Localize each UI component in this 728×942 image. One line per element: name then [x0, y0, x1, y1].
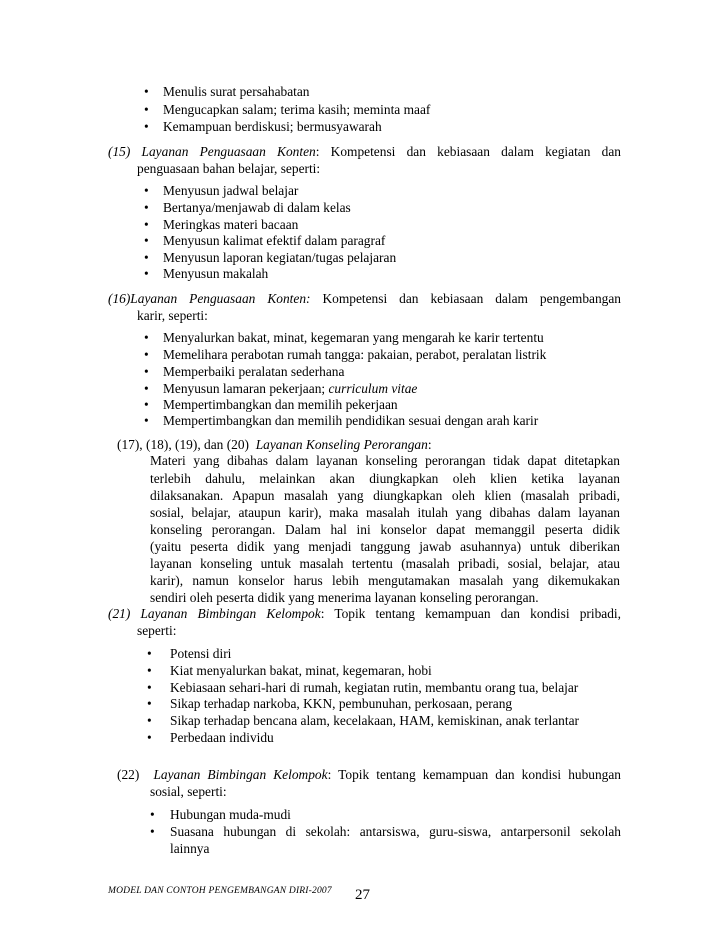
bullet-icon: • — [144, 217, 149, 232]
bullet-icon: • — [144, 233, 149, 248]
bullet-icon: • — [147, 646, 152, 661]
list-item: Sikap terhadap bencana alam, kecelakaan, HAM, kemiskinan, anak terlantar — [170, 713, 579, 728]
list-item: Kebiasaan sehari-hari di rumah, kegiatan rutin, membantu orang tua, belajar — [170, 680, 579, 695]
list-item: Menyusun kalimat efektif dalam paragraf — [163, 233, 386, 248]
section-22-title: Layanan Bimbingan Kelompok — [153, 767, 328, 782]
section-21-colon: : — [320, 606, 325, 621]
bullet-icon: • — [144, 413, 149, 428]
section-17-title: Layanan Konseling Perorangan — [255, 437, 428, 452]
bullet-icon: • — [147, 696, 152, 711]
section-15-heading — [108, 143, 621, 160]
bullet-icon: • — [150, 807, 155, 822]
section-22-text-line2: sosial, seperti: — [150, 784, 227, 799]
section-17-line: layanan konseling untuk masalah tertentu (masalah pribadi, sosial, belajar, atau — [150, 556, 620, 571]
bullet-icon: • — [144, 330, 149, 345]
list-item: Mengucapkan salam; terima kasih; meminta maaf — [163, 102, 431, 117]
section-17-line: konseling perorangan. Dalam hal ini konselor dapat memanggil peserta didik — [150, 522, 620, 537]
bullet-icon: • — [144, 183, 149, 198]
bullet-icon: • — [144, 266, 149, 281]
list-item: Perbedaan individu — [170, 730, 274, 745]
section-17-colon: : — [427, 437, 432, 452]
section-17-line: terlebih dahulu, melainkan akan diungkapkan oleh klien ketika layanan — [150, 471, 620, 486]
section-21-title: Layanan Bimbingan Kelompok — [140, 606, 321, 621]
bullet-icon: • — [147, 680, 152, 695]
bullet-icon: • — [147, 663, 152, 678]
bullet-icon: • — [144, 347, 149, 362]
bullet-icon: • — [147, 730, 152, 745]
bullet-icon: • — [144, 102, 149, 117]
section-22-number: (22) — [117, 767, 140, 782]
list-item: Menulis surat persahabatan — [163, 84, 310, 99]
section-22-heading — [117, 766, 621, 783]
section-21-text: Topik tentang kemampuan dan kondisi pribadi, — [334, 606, 621, 621]
bullet-icon: • — [147, 713, 152, 728]
list-item: Potensi diri — [170, 646, 232, 661]
list-item: Bertanya/menjawab di dalam kelas — [163, 200, 351, 215]
section-17-line: Materi yang dibahas dalam layanan konseling perorangan tidak dapat ditetapkan — [150, 453, 620, 468]
list-item-continuation: lainnya — [170, 841, 210, 856]
section-21-text-line2: seperti: — [137, 623, 177, 638]
section-15-title: Layanan Penguasaan Konten — [141, 144, 316, 159]
list-item: Kemampuan berdiskusi; bermusyawarah — [163, 119, 382, 134]
section-15-text-line2: penguasaan bahan belajar, seperti: — [137, 161, 321, 176]
list-item: Memelihara perabotan rumah tangga: pakaian, perabot, peralatan listrik — [163, 347, 547, 362]
section-15-number: (15) — [108, 144, 131, 159]
section-22-text: Topik tentang kemampuan dan kondisi hubungan — [338, 767, 622, 782]
section-21-heading — [108, 605, 621, 622]
bullet-icon: • — [144, 84, 149, 99]
list-item: Meringkas materi bacaan — [163, 217, 299, 232]
bullet-icon: • — [144, 119, 149, 134]
list-item-text: Menyusun lamaran pekerjaan; — [163, 381, 326, 396]
section-17-line: karir), namun konselor harus lebih mengutamakan masalah yang dikemukakan — [150, 573, 620, 588]
section-21-number: (21) — [108, 606, 131, 621]
section-17-line: (yaitu peserta didik yang menjadi tanggung jawab asuhannya) untuk diberikan — [150, 539, 620, 554]
list-item: Mempertimbangkan dan memilih pekerjaan — [163, 397, 398, 412]
bullet-icon: • — [144, 200, 149, 215]
bullet-icon: • — [150, 824, 155, 839]
list-item: Suasana hubungan di sekolah: antarsiswa, guru-siswa, antarpersonil sekolah — [170, 824, 621, 839]
list-item: Menyusun makalah — [163, 266, 269, 281]
bullet-icon: • — [144, 364, 149, 379]
section-16-text-line2: karir, seperti: — [137, 308, 208, 323]
list-item: Hubungan muda-mudi — [170, 807, 291, 822]
section-16-title: (16)Layanan Penguasaan Konten: — [108, 291, 311, 306]
section-17-number: (17), (18), (19), dan (20) — [117, 437, 250, 452]
bullet-icon: • — [144, 381, 149, 396]
section-15-colon: : — [315, 144, 320, 159]
footer-text: MODEL DAN CONTOH PENGEMBANGAN DIRI-2007 — [108, 886, 332, 896]
section-16-text: Kompetensi dan kebiasaan dalam pengembangan — [322, 291, 621, 306]
section-17-heading — [117, 436, 432, 453]
list-item: Menyalurkan bakat, minat, kegemaran yang mengarah ke karir tertentu — [163, 330, 544, 345]
section-16-heading — [108, 290, 621, 307]
section-17-line: dilaksanakan. Apapun masalah yang diungkapkan oleh klien (masalah pribadi, — [150, 488, 620, 503]
section-22-colon: : — [327, 767, 332, 782]
bullet-icon: • — [144, 397, 149, 412]
list-item: Kiat menyalurkan bakat, minat, kegemaran, hobi — [170, 663, 432, 678]
bullet-icon: • — [144, 250, 149, 265]
list-item-italic: curriculum vitae — [328, 381, 418, 396]
list-item: Sikap terhadap narkoba, KKN, pembunuhan, perkosaan, perang — [170, 696, 513, 711]
section-15-text: Kompetensi dan kebiasaan dalam kegiatan dan — [330, 144, 621, 159]
section-17-line: sendiri oleh peserta didik yang menerima layanan konseling perorangan. — [150, 590, 539, 605]
list-item: Memperbaiki peralatan sederhana — [163, 364, 345, 379]
list-item — [163, 380, 417, 397]
list-item: Mempertimbangkan dan memilih pendidikan sesuai dengan arah karir — [163, 413, 539, 428]
section-17-line: sosial, belajar, ataupun karir), maka masalah itulah yang dibahas dalam layanan — [150, 505, 620, 520]
list-item: Menyusun jadwal belajar — [163, 183, 299, 198]
page-number: 27 — [355, 887, 370, 903]
list-item: Menyusun laporan kegiatan/tugas pelajaran — [163, 250, 397, 265]
